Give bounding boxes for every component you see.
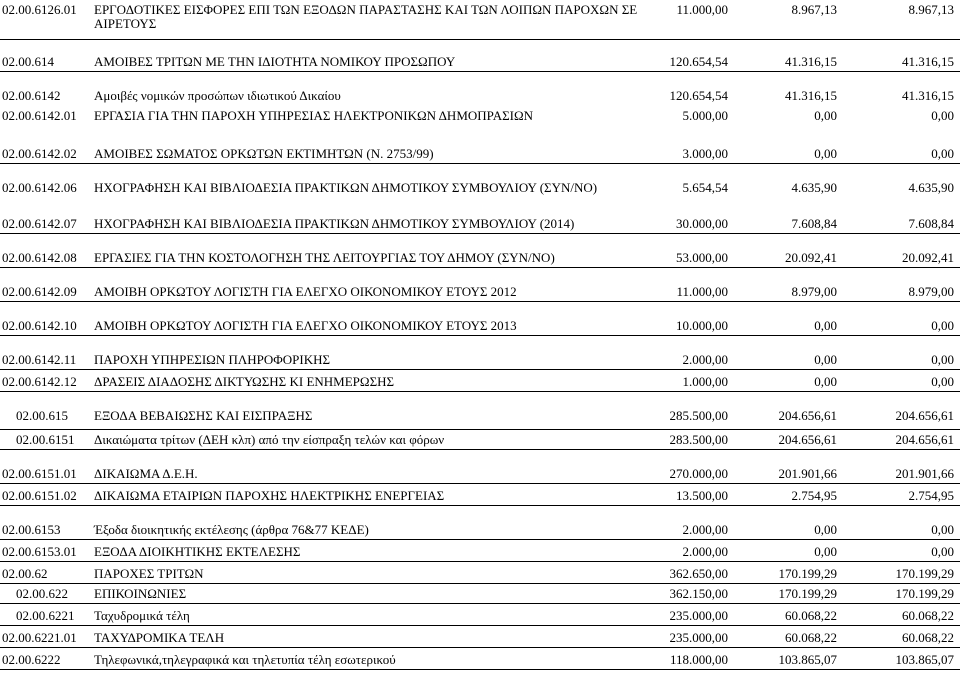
row-value-paid: 4.635,90 <box>908 180 954 195</box>
row-description: ΕΡΓΑΣΙΕΣ ΓΙΑ ΤΗΝ ΚΟΣΤΟΛΟΓΗΣΗ ΤΗΣ ΛΕΙΤΟΥΡΓΙΑΣ ΤΟΥ ΔΗΜΟΥ (ΣΥΝ/ΝΟ) <box>94 250 555 265</box>
row-code: 02.00.6151.01 <box>2 466 77 481</box>
row-divider <box>0 539 960 540</box>
row-code: 02.00.6151 <box>16 432 75 447</box>
row-value-budget: 283.500,00 <box>669 432 728 447</box>
table-row <box>0 486 960 506</box>
table-row <box>0 350 960 370</box>
row-value-budget: 30.000,00 <box>676 216 728 231</box>
row-description: ΑΜΟΙΒΗ ΟΡΚΩΤΟΥ ΛΟΓΙΣΤΗ ΓΙΑ ΕΛΕΓΧΟ ΟΙΚΟΝΟΜΙΚΟΥ ΕΤΟΥΣ 2013 <box>94 318 517 333</box>
row-value-budget: 362.650,00 <box>669 566 728 581</box>
row-value-paid: 60.068,22 <box>902 630 954 645</box>
row-value-committed: 204.656,61 <box>778 432 837 447</box>
row-code: 02.00.6142.07 <box>2 216 77 231</box>
row-code: 02.00.6151.02 <box>2 488 77 503</box>
row-description: ΤΑΧΥΔΡΟΜΙΚΑ ΤΕΛΗ <box>94 630 225 645</box>
row-value-committed: 0,00 <box>814 544 837 559</box>
row-value-committed: 2.754,95 <box>791 488 837 503</box>
row-value-paid: 0,00 <box>931 318 954 333</box>
row-code: 02.00.6142.11 <box>2 352 77 367</box>
row-value-committed: 0,00 <box>814 374 837 389</box>
row-value-budget: 2.000,00 <box>682 522 728 537</box>
row-value-paid: 41.316,15 <box>902 88 954 103</box>
row-code: 02.00.6222 <box>2 652 61 667</box>
table-row <box>0 520 960 540</box>
row-value-paid: 0,00 <box>931 522 954 537</box>
row-value-paid: 41.316,15 <box>902 54 954 69</box>
row-value-budget: 2.000,00 <box>682 352 728 367</box>
row-description: ΑΜΟΙΒΕΣ ΣΩΜΑΤΟΣ ΟΡΚΩΤΩΝ ΕΚΤΙΜΗΤΩΝ (Ν. 2753/99) <box>94 146 434 161</box>
row-value-committed: 204.656,61 <box>778 408 837 423</box>
row-description: ΕΠΙΚΟΙΝΩΝΙΕΣ <box>94 586 187 601</box>
row-value-committed: 0,00 <box>814 108 837 123</box>
row-value-paid: 2.754,95 <box>908 488 954 503</box>
row-value-committed: 0,00 <box>814 352 837 367</box>
row-code: 02.00.6153 <box>2 522 61 537</box>
row-value-paid: 60.068,22 <box>902 608 954 623</box>
table-row <box>0 248 960 268</box>
row-value-committed: 20.092,41 <box>785 250 837 265</box>
row-divider <box>0 391 960 392</box>
row-value-committed: 60.068,22 <box>785 608 837 623</box>
row-value-budget: 270.000,00 <box>669 466 728 481</box>
row-value-paid: 103.865,07 <box>895 652 954 667</box>
row-value-paid: 0,00 <box>931 146 954 161</box>
table-row <box>0 178 960 214</box>
row-divider <box>0 449 960 450</box>
row-value-paid: 8.979,00 <box>908 284 954 299</box>
row-value-budget: 118.000,00 <box>669 652 728 667</box>
row-description: ΔΙΚΑΙΩΜΑ Δ.Ε.Η. <box>94 466 198 481</box>
row-value-committed: 201.901,66 <box>778 466 837 481</box>
table-row <box>0 0 960 40</box>
row-divider <box>0 39 960 40</box>
row-code: 02.00.6221 <box>16 608 75 623</box>
row-divider <box>0 625 960 626</box>
row-value-paid: 0,00 <box>931 374 954 389</box>
table-row <box>0 52 960 72</box>
row-value-budget: 3.000,00 <box>682 146 728 161</box>
row-value-budget: 120.654,54 <box>669 88 728 103</box>
row-value-committed: 41.316,15 <box>785 54 837 69</box>
row-divider <box>0 505 960 506</box>
row-value-budget: 120.654,54 <box>669 54 728 69</box>
row-divider <box>0 233 960 234</box>
row-value-committed: 7.608,84 <box>791 216 837 231</box>
row-value-committed: 0,00 <box>814 522 837 537</box>
row-code: 02.00.6142.06 <box>2 180 77 195</box>
row-divider <box>0 603 960 604</box>
row-value-committed: 170.199,29 <box>778 586 837 601</box>
row-code: 02.00.6142 <box>2 88 61 103</box>
row-value-committed: 8.967,13 <box>791 2 837 17</box>
row-divider <box>0 669 960 670</box>
table-row <box>0 106 960 126</box>
row-value-committed: 0,00 <box>814 318 837 333</box>
row-description: ΕΡΓΑΣΙΑ ΓΙΑ ΤΗΝ ΠΑΡΟΧΗ ΥΠΗΡΕΣΙΑΣ ΗΛΕΚΤΡΟΝΙΚΩΝ ΔΗΜΟΠΡΑΣΙΩΝ <box>94 108 534 123</box>
table-row <box>0 282 960 302</box>
row-value-budget: 235.000,00 <box>669 630 728 645</box>
row-divider <box>0 561 960 562</box>
table-row <box>0 316 960 336</box>
row-value-budget: 10.000,00 <box>676 318 728 333</box>
row-value-budget: 53.000,00 <box>676 250 728 265</box>
row-value-paid: 204.656,61 <box>895 408 954 423</box>
row-value-committed: 103.865,07 <box>778 652 837 667</box>
table-row <box>0 542 960 562</box>
row-value-committed: 60.068,22 <box>785 630 837 645</box>
row-value-committed: 8.979,00 <box>791 284 837 299</box>
row-description: Ταχυδρομικά τέλη <box>94 608 190 623</box>
table-row <box>0 650 960 670</box>
row-value-budget: 235.000,00 <box>669 608 728 623</box>
row-value-paid: 170.199,29 <box>895 566 954 581</box>
row-value-paid: 7.608,84 <box>908 216 954 231</box>
row-code: 02.00.6126.01 <box>2 2 77 17</box>
row-description: ΔΙΚΑΙΩΜΑ ΕΤΑΙΡΙΩΝ ΠΑΡΟΧΗΣ ΗΛΕΚΤΡΙΚΗΣ ΕΝΕΡΓΕΙΑΣ <box>94 488 445 503</box>
row-description: Αμοιβές νομικών προσώπων ιδιωτικού Δικαίου <box>94 88 341 103</box>
row-code: 02.00.62 <box>2 566 48 581</box>
row-code: 02.00.6153.01 <box>2 544 77 559</box>
row-divider <box>0 647 960 648</box>
row-value-budget: 5.654,54 <box>682 180 728 195</box>
row-description: ΕΞΟΔΑ ΒΕΒΑΙΩΣΗΣ ΚΑΙ ΕΙΣΠΡΑΞΗΣ <box>94 408 313 423</box>
row-value-committed: 0,00 <box>814 146 837 161</box>
row-code: 02.00.6142.02 <box>2 146 77 161</box>
row-value-committed: 4.635,90 <box>791 180 837 195</box>
row-code: 02.00.6142.09 <box>2 284 77 299</box>
row-value-budget: 362.150,00 <box>669 586 728 601</box>
table-row <box>0 214 960 234</box>
row-description: Έξοδα διοικητικής εκτέλεσης (άρθρα 76&77 ΚΕΔΕ) <box>94 522 369 537</box>
row-code: 02.00.6142.12 <box>2 374 77 389</box>
table-row <box>0 372 960 392</box>
row-value-paid: 0,00 <box>931 544 954 559</box>
row-value-paid: 20.092,41 <box>902 250 954 265</box>
row-description: ΗΧΟΓΡΑΦΗΣΗ ΚΑΙ ΒΙΒΛΙΟΔΕΣΙΑ ΠΡΑΚΤΙΚΩΝ ΔΗΜΟΤΙΚΟΥ ΣΥΜΒΟΥΛΙΟΥ (ΣΥΝ/ΝΟ) <box>94 180 598 195</box>
row-code: 02.00.6142.01 <box>2 108 77 123</box>
row-value-paid: 8.967,13 <box>908 2 954 17</box>
row-value-committed: 170.199,29 <box>778 566 837 581</box>
row-divider <box>0 369 960 370</box>
row-code: 02.00.622 <box>16 586 68 601</box>
row-value-budget: 5.000,00 <box>682 108 728 123</box>
row-value-paid: 201.901,66 <box>895 466 954 481</box>
table-row <box>0 430 960 450</box>
row-value-budget: 1.000,00 <box>682 374 728 389</box>
row-value-budget: 11.000,00 <box>676 284 728 299</box>
row-value-committed: 41.316,15 <box>785 88 837 103</box>
row-divider <box>0 301 960 302</box>
row-description: ΕΞΟΔΑ ΔΙΟΙΚΗΤΙΚΗΣ ΕΚΤΕΛΕΣΗΣ <box>94 544 301 559</box>
table-row <box>0 406 960 430</box>
row-divider <box>0 163 960 164</box>
row-code: 02.00.6142.10 <box>2 318 77 333</box>
row-description: ΑΜΟΙΒΗ ΟΡΚΩΤΟΥ ΛΟΓΙΣΤΗ ΓΙΑ ΕΛΕΓΧΟ ΟΙΚΟΝΟΜΙΚΟΥ ΕΤΟΥΣ 2012 <box>94 284 517 299</box>
table-row <box>0 464 960 484</box>
row-value-budget: 13.500,00 <box>676 488 728 503</box>
table-row <box>0 584 960 604</box>
row-divider <box>0 267 960 268</box>
row-code: 02.00.614 <box>2 54 54 69</box>
row-code: 02.00.6221.01 <box>2 630 77 645</box>
row-value-budget: 11.000,00 <box>676 2 728 17</box>
row-description: ΠΑΡΟΧΗ ΥΠΗΡΕΣΙΩΝ ΠΛΗΡΟΦΟΡΙΚΗΣ <box>94 352 331 367</box>
table-row <box>0 606 960 626</box>
row-code: 02.00.615 <box>16 408 68 423</box>
row-description: ΠΑΡΟΧΕΣ ΤΡΙΤΩΝ <box>94 566 204 581</box>
row-value-paid: 0,00 <box>931 108 954 123</box>
table-row <box>0 144 960 164</box>
row-value-paid: 0,00 <box>931 352 954 367</box>
row-description: Τηλεφωνικά,τηλεγραφικά και τηλετυπία τέλη εσωτερικού <box>94 652 396 667</box>
row-description: ΑΜΟΙΒΕΣ ΤΡΙΤΩΝ ΜΕ ΤΗΝ ΙΔΙΟΤΗΤΑ ΝΟΜΙΚΟΥ ΠΡΟΣΩΠΟΥ <box>94 54 456 69</box>
row-value-paid: 170.199,29 <box>895 586 954 601</box>
row-code: 02.00.6142.08 <box>2 250 77 265</box>
row-value-paid: 204.656,61 <box>895 432 954 447</box>
row-description: ΕΡΓΟΔΟΤΙΚΕΣ ΕΙΣΦΟΡΕΣ ΕΠΙ ΤΩΝ ΕΞΟΔΩΝ ΠΑΡΑΣΤΑΣΗΣ ΚΑΙ ΤΩΝ ΛΟΙΠΩΝ ΠΑΡΟΧΩΝ ΣΕ ΑΙΡΕΤΟΥΣ <box>94 2 638 31</box>
table-row <box>0 628 960 648</box>
table-row <box>0 86 960 106</box>
row-description: ΗΧΟΓΡΑΦΗΣΗ ΚΑΙ ΒΙΒΛΙΟΔΕΣΙΑ ΠΡΑΚΤΙΚΩΝ ΔΗΜΟΤΙΚΟΥ ΣΥΜΒΟΥΛΙΟΥ (2014) <box>94 216 575 231</box>
row-value-budget: 285.500,00 <box>669 408 728 423</box>
row-value-budget: 2.000,00 <box>682 544 728 559</box>
row-divider <box>0 71 960 72</box>
table-row <box>0 564 960 584</box>
row-divider <box>0 335 960 336</box>
row-divider <box>0 483 960 484</box>
row-description: Δικαιώματα τρίτων (ΔΕΗ κλπ) από την είσπραξη τελών και φόρων <box>94 432 445 447</box>
row-description: ΔΡΑΣΕΙΣ ΔΙΑΔΟΣΗΣ ΔΙΚΤΥΩΣΗΣ ΚΙ ΕΝΗΜΕΡΩΣΗΣ <box>94 374 395 389</box>
